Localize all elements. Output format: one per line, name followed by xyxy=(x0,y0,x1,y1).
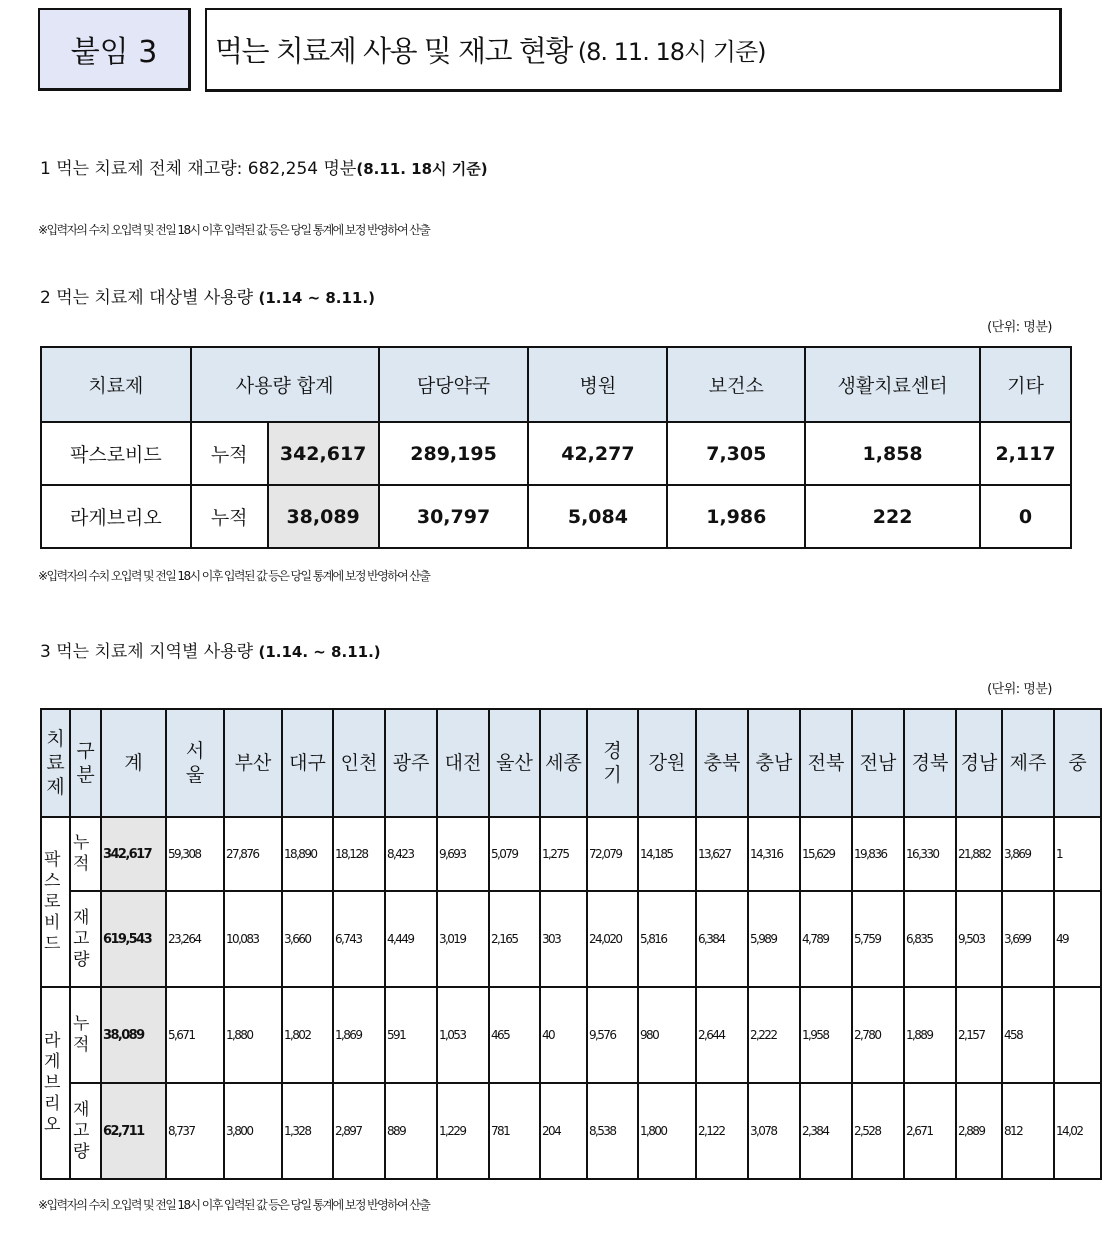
column-header: 보건소 xyxy=(667,347,805,422)
table-cell: 13,627 xyxy=(696,817,748,891)
column-header: 강원 xyxy=(638,709,696,817)
table-cell: 781 xyxy=(489,1083,540,1179)
table-cell: 3,660 xyxy=(282,891,333,987)
section-3-text: 3 먹는 치료제 지역별 사용량 xyxy=(40,642,254,662)
table-cell: 1,880 xyxy=(224,987,282,1083)
section-2-heading xyxy=(40,283,375,308)
page-title xyxy=(205,8,1062,92)
table-cell: 6,743 xyxy=(333,891,385,987)
table-cell: 18,128 xyxy=(333,817,385,891)
table-cell: 3,800 xyxy=(224,1083,282,1179)
table-cell: 591 xyxy=(385,987,437,1083)
column-header: 병원 xyxy=(528,347,667,422)
table-cell: 5,989 xyxy=(748,891,800,987)
column-header: 전남 xyxy=(852,709,904,817)
table-cell: 8,423 xyxy=(385,817,437,891)
table-cell: 2,122 xyxy=(696,1083,748,1179)
drug-name: 팍 스 로 비 드 xyxy=(41,817,70,987)
row-kind: 재 고 량 xyxy=(70,891,101,987)
column-header: 중 xyxy=(1054,709,1101,817)
table-row xyxy=(41,987,1101,1083)
column-header: 제주 xyxy=(1002,709,1054,817)
column-header: 충남 xyxy=(748,709,800,817)
usage-by-target-table xyxy=(40,346,1072,549)
table-cell: 14,02 xyxy=(1054,1083,1101,1179)
table-cell: 222 xyxy=(805,485,980,548)
section-1-date: (8.11. 18시 기준) xyxy=(356,160,488,178)
table-cell: 21,882 xyxy=(956,817,1002,891)
table-cell: 204 xyxy=(540,1083,587,1179)
table-cell: 5,671 xyxy=(166,987,224,1083)
table-cell: 24,020 xyxy=(587,891,638,987)
table-cell: 3,699 xyxy=(1002,891,1054,987)
table-cell: 812 xyxy=(1002,1083,1054,1179)
table-cell: 10,083 xyxy=(224,891,282,987)
table-cell: 1,229 xyxy=(437,1083,489,1179)
table-cell: 6,835 xyxy=(904,891,956,987)
attachment-label: 붙임 3 xyxy=(38,8,191,91)
column-header: 광주 xyxy=(385,709,437,817)
footnote-1: ※입력자의 수치 오입력 및 전일 18시 이후 입력된 값 등은 당일 통계에 보정 반영하여 산출 xyxy=(38,223,430,237)
table-cell: 23,264 xyxy=(166,891,224,987)
column-header: 생활치료센터 xyxy=(805,347,980,422)
table-cell: 4,449 xyxy=(385,891,437,987)
drug-name: 팍스로비드 xyxy=(41,422,191,485)
table-cell: 1 xyxy=(1054,817,1101,891)
table-cell: 3,869 xyxy=(1002,817,1054,891)
table-cell: 2,384 xyxy=(800,1083,852,1179)
table-cell: 889 xyxy=(385,1083,437,1179)
table-cell: 15,629 xyxy=(800,817,852,891)
table-cell: 5,084 xyxy=(528,485,667,548)
table-cell: 30,797 xyxy=(379,485,529,548)
footnote-2: ※입력자의 수치 오입력 및 전일 18시 이후 입력된 값 등은 당일 통계에 보정 반영하여 산출 xyxy=(38,569,430,583)
table-cell: 19,836 xyxy=(852,817,904,891)
table-cell: 980 xyxy=(638,987,696,1083)
section-1-heading xyxy=(40,154,488,179)
table-row xyxy=(41,422,1071,485)
table-cell: 1,800 xyxy=(638,1083,696,1179)
row-kind: 누 적 xyxy=(70,987,101,1083)
table-cell: 72,079 xyxy=(587,817,638,891)
table-cell: 1,053 xyxy=(437,987,489,1083)
section-3-heading xyxy=(40,637,381,662)
row-kind: 재 고 량 xyxy=(70,1083,101,1179)
table-cell: 0 xyxy=(980,485,1071,548)
column-header: 전북 xyxy=(800,709,852,817)
table-cell: 465 xyxy=(489,987,540,1083)
table-cell: 289,195 xyxy=(379,422,529,485)
table-cell: 2,528 xyxy=(852,1083,904,1179)
unit-label-2: (단위: 명분) xyxy=(987,682,1052,697)
column-header: 치료제 xyxy=(41,347,191,422)
table-cell: 2,889 xyxy=(956,1083,1002,1179)
table-cell: 18,890 xyxy=(282,817,333,891)
total-cell: 342,617 xyxy=(268,422,379,485)
column-header: 서 울 xyxy=(166,709,224,817)
table-cell: 2,222 xyxy=(748,987,800,1083)
column-header: 계 xyxy=(101,709,166,817)
table-row xyxy=(41,485,1071,548)
column-header: 경북 xyxy=(904,709,956,817)
table-cell: 5,816 xyxy=(638,891,696,987)
total-cell: 38,089 xyxy=(268,485,379,548)
table-row xyxy=(41,817,1101,891)
table-cell: 8,737 xyxy=(166,1083,224,1179)
table-cell: 16,330 xyxy=(904,817,956,891)
table-cell: 303 xyxy=(540,891,587,987)
table-cell: 3,078 xyxy=(748,1083,800,1179)
table-cell: 2,671 xyxy=(904,1083,956,1179)
table-cell: 1,869 xyxy=(333,987,385,1083)
page-title-main: 먹는 치료제 사용 및 재고 현황 xyxy=(215,34,572,68)
table-cell: 1,275 xyxy=(540,817,587,891)
section-2-period: (1.14 ~ 8.11.) xyxy=(258,289,375,307)
table-cell: 14,185 xyxy=(638,817,696,891)
section-3-period: (1.14. ~ 8.11.) xyxy=(258,643,381,661)
table-cell: 4,789 xyxy=(800,891,852,987)
table-cell: 14,316 xyxy=(748,817,800,891)
column-header: 담당약국 xyxy=(379,347,529,422)
row-kind: 누적 xyxy=(191,422,268,485)
table-cell: 2,157 xyxy=(956,987,1002,1083)
column-header: 구 분 xyxy=(70,709,101,817)
table-header-row xyxy=(41,347,1071,422)
column-header: 경남 xyxy=(956,709,1002,817)
table-cell: 2,780 xyxy=(852,987,904,1083)
table-row xyxy=(41,891,1101,987)
column-header: 울산 xyxy=(489,709,540,817)
drug-name: 라 게 브 리 오 xyxy=(41,987,70,1179)
row-kind: 누적 xyxy=(191,485,268,548)
table-cell: 59,308 xyxy=(166,817,224,891)
column-header: 대구 xyxy=(282,709,333,817)
table-cell: 9,576 xyxy=(587,987,638,1083)
table-cell: 5,079 xyxy=(489,817,540,891)
table-cell: 7,305 xyxy=(667,422,805,485)
table-cell: 1,958 xyxy=(800,987,852,1083)
table-cell: 6,384 xyxy=(696,891,748,987)
table-cell: 1,802 xyxy=(282,987,333,1083)
table-cell xyxy=(1054,987,1101,1083)
table-cell: 2,117 xyxy=(980,422,1071,485)
table-cell: 2,644 xyxy=(696,987,748,1083)
table-cell: 49 xyxy=(1054,891,1101,987)
column-header: 사용량 합계 xyxy=(191,347,379,422)
column-header: 기타 xyxy=(980,347,1071,422)
table-cell: 3,019 xyxy=(437,891,489,987)
drug-name: 라게브리오 xyxy=(41,485,191,548)
footnote-3: ※입력자의 수치 오입력 및 전일 18시 이후 입력된 값 등은 당일 통계에 보정 반영하여 산출 xyxy=(38,1198,430,1212)
table-cell: 8,538 xyxy=(587,1083,638,1179)
table-cell: 2,897 xyxy=(333,1083,385,1179)
column-header: 대전 xyxy=(437,709,489,817)
row-kind: 누 적 xyxy=(70,817,101,891)
table-cell: 458 xyxy=(1002,987,1054,1083)
page-title-date: (8. 11. 18시 기준) xyxy=(577,38,766,66)
table-cell: 27,876 xyxy=(224,817,282,891)
table-cell: 1,986 xyxy=(667,485,805,548)
total-cell: 38,089 xyxy=(101,987,166,1083)
usage-by-region-table xyxy=(40,708,1102,1180)
total-cell: 342,617 xyxy=(101,817,166,891)
table-header-row xyxy=(41,709,1101,817)
column-header: 치 료 제 xyxy=(41,709,70,817)
table-cell: 9,693 xyxy=(437,817,489,891)
total-cell: 619,543 xyxy=(101,891,166,987)
table-cell: 42,277 xyxy=(528,422,667,485)
section-2-text: 2 먹는 치료제 대상별 사용량 xyxy=(40,288,254,308)
table-cell: 40 xyxy=(540,987,587,1083)
table-cell: 9,503 xyxy=(956,891,1002,987)
table-cell: 2,165 xyxy=(489,891,540,987)
column-header: 부산 xyxy=(224,709,282,817)
table-cell: 1,858 xyxy=(805,422,980,485)
column-header: 충북 xyxy=(696,709,748,817)
column-header: 세종 xyxy=(540,709,587,817)
table-cell: 1,889 xyxy=(904,987,956,1083)
table-row xyxy=(41,1083,1101,1179)
column-header: 인천 xyxy=(333,709,385,817)
table-cell: 1,328 xyxy=(282,1083,333,1179)
section-1-text: 1 먹는 치료제 전체 재고량: 682,254 명분 xyxy=(40,159,357,179)
column-header: 경 기 xyxy=(587,709,638,817)
total-cell: 62,711 xyxy=(101,1083,166,1179)
table-cell: 5,759 xyxy=(852,891,904,987)
unit-label-1: (단위: 명분) xyxy=(987,320,1052,335)
